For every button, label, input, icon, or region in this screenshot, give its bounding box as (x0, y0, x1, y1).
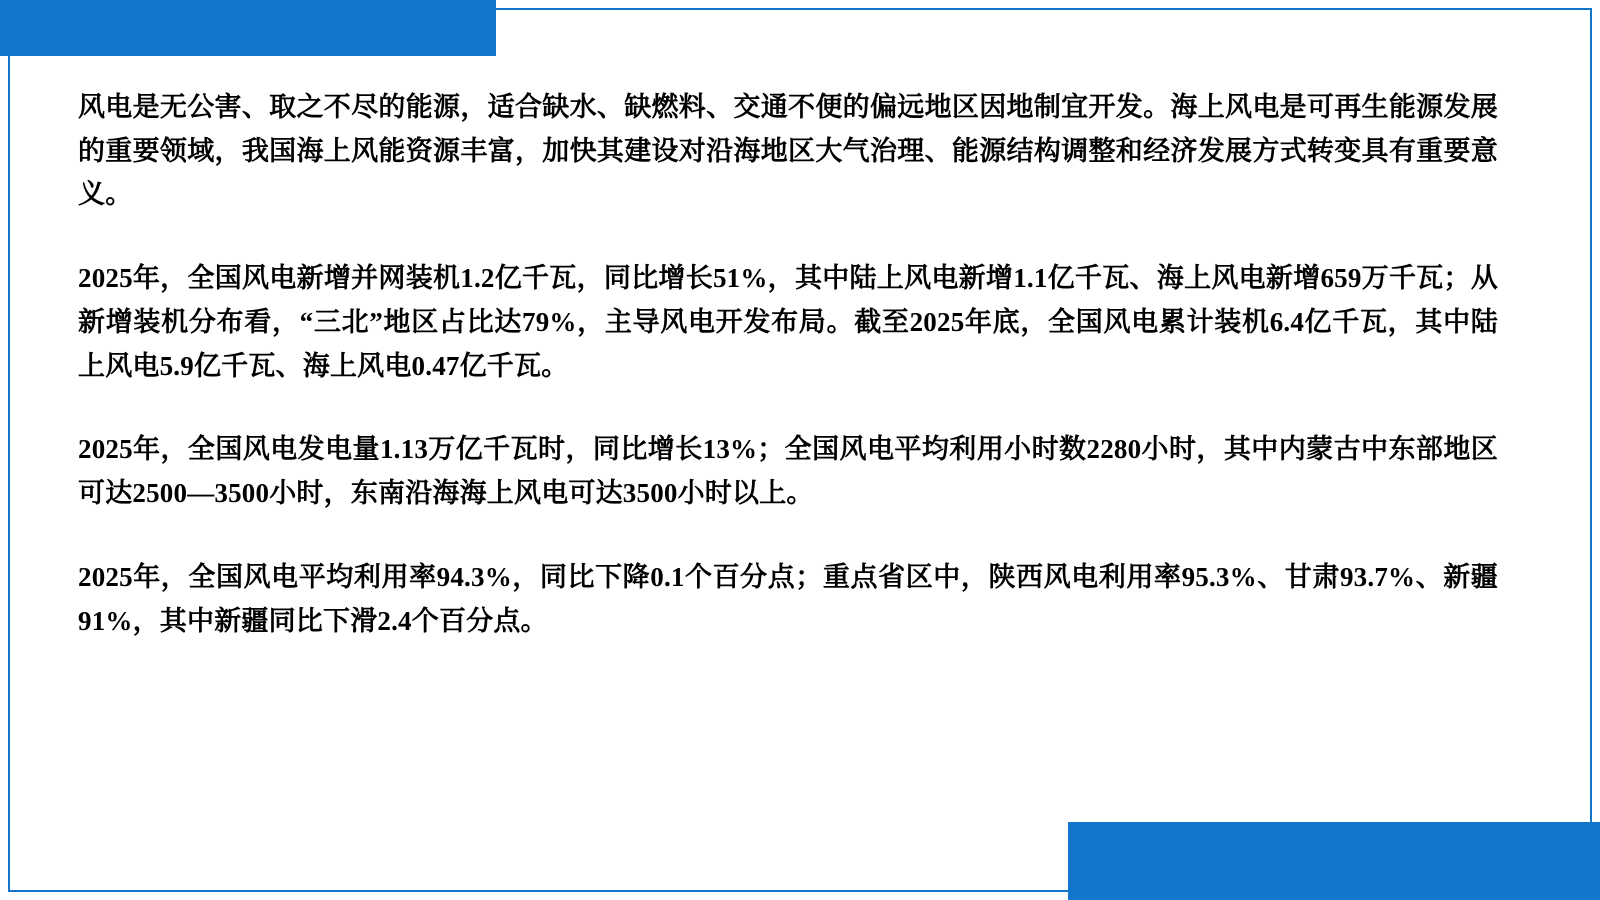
paragraph-installed-capacity: 2025年，全国风电新增并网装机1.2亿千瓦，同比增长51%，其中陆上风电新增1.1亿千瓦、海上风电新增659万千瓦；从新增装机分布看，“三北”地区占比达79%，主导风电开发布局。截至2025年底，全国风电累计装机6.4亿千瓦，其中陆上风电5.9亿千瓦、海上风电0.47亿千瓦。 (78, 263, 1498, 381)
bottom-right-accent-block (1068, 822, 1600, 900)
slide-body (78, 86, 1498, 643)
paragraph-utilization-rate: 2025年，全国风电平均利用率94.3%，同比下降0.1个百分点；重点省区中，陕西风电利用率95.3%、甘肃93.7%、新疆91%，其中新疆同比下滑2.4个百分点。 (78, 561, 1498, 636)
top-left-accent-block (0, 0, 496, 56)
paragraph-intro: 风电是无公害、取之不尽的能源，适合缺水、缺燃料、交通不便的偏远地区因地制宜开发。海上风电是可再生能源发展的重要领域，我国海上风能资源丰富，加快其建设对沿海地区大气治理、能源结构调整和经济发展方式转变具有重要意义。 (78, 92, 1498, 210)
paragraph-generation: 2025年，全国风电发电量1.13万亿千瓦时，同比增长13%；全国风电平均利用小时数2280小时，其中内蒙古中东部地区可达2500—3500小时，东南沿海海上风电可达3500小时以上。 (78, 434, 1498, 509)
